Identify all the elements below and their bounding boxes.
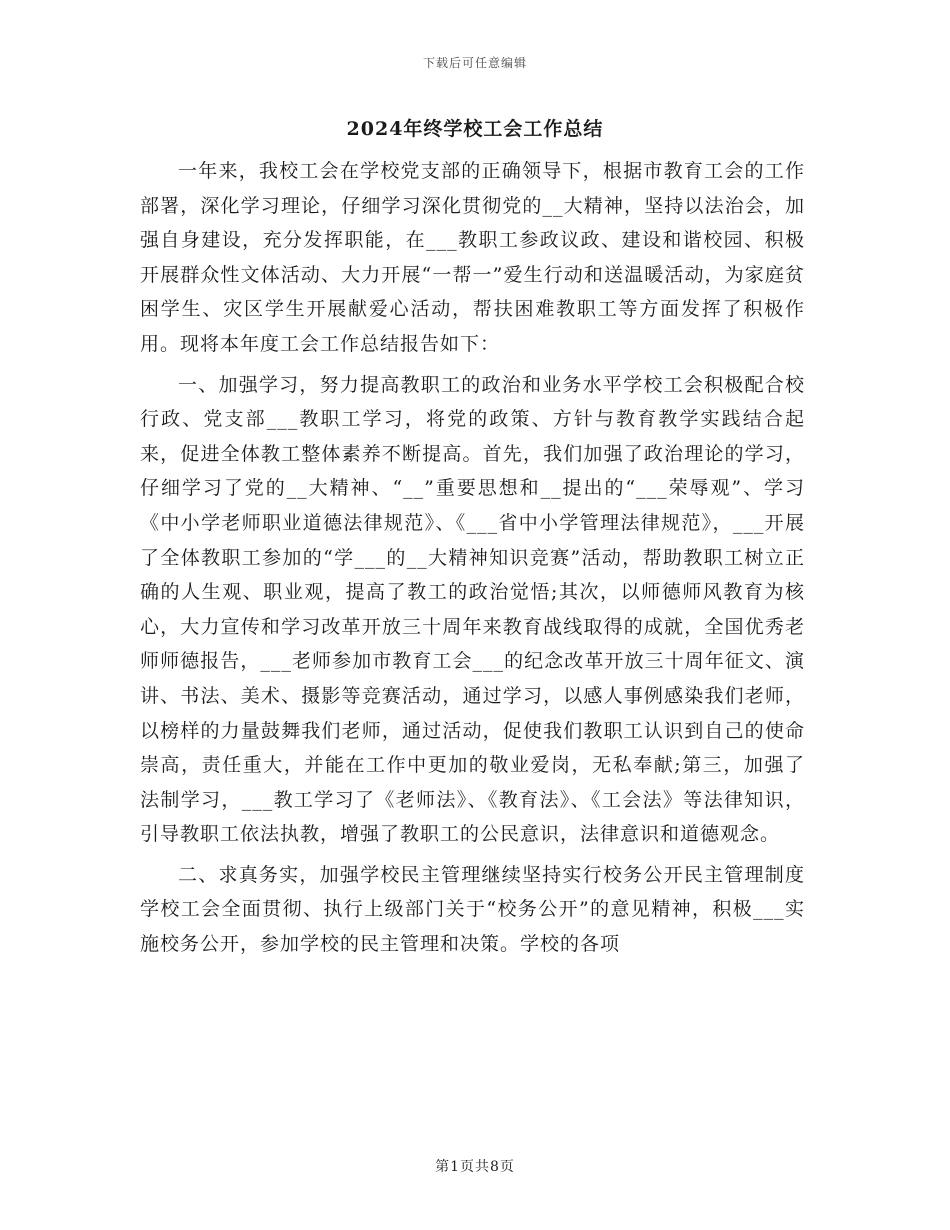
paragraph-section-two: 二、求真务实，加强学校民主管理继续坚持实行校务公开民主管理制度学校工会全面贯彻、执行上级部门关于“校务公开”的意见精神，积极___实施校务公开，参加学校的民主管理和决策。学校的各项 — [140, 863, 805, 956]
paragraph-intro: 一年来，我校工会在学校党支部的正确领导下，根据市教育工会的工作部署，深化学习理论，仔细学习深化贯彻党的__大精神，坚持以法治会，加强自身建设，充分发挥职能，在___教职工参政议政、建设和谐校园、积极开展群众性文体活动、大力开展“一帮一”爱生行动和送温暖活动，为家庭贫困学生、灾区学生开展献爱心活动，帮扶困难教职工等方面发挥了积极作用。现将本年度工会工作总结报告如下： — [140, 160, 805, 355]
download-note: 下载后可任意编辑 — [422, 56, 527, 70]
page-number: 第1页共8页 — [435, 1159, 515, 1175]
document-title: 2024年终学校工会工作总结 — [346, 118, 604, 140]
document-body — [140, 154, 805, 968]
paragraph-section-one: 一、加强学习，努力提高教职工的政治和业务水平学校工会积极配合校行政、党支部___教职工学习，将党的政策、方针与教育教学实践结合起来，促进全体教工整体素养不断提高。首先，我们加强了政治理论的学习，仔细学习了党的__大精神、“__”重要思想和__提出的“___荣辱观”、学习《中小学老师职业道德法律规范》、《___省中小学管理法律规范》，___开展了全体教职工参加的“学___的__大精神知识竞赛”活动，帮助教职工树立正确的人生观、职业观，提高了教工的政治觉悟;其次，以师德师风教育为核心，大力宣传和学习改革开放三十周年来教育战线取得的成就，全国优秀老师师德报告，___老师参加市教育工会___的纪念改革开放三十周年征文、演讲、书法、美术、摄影等竞赛活动，通过学习，以感人事例感染我们老师，以榜样的力量鼓舞我们老师，通过活动，促使我们教职工认识到自己的使命崇高，责任重大，并能在工作中更加的敬业爱岗，无私奉献;第三，加强了法制学习，___教工学习了《老师法》、《教育法》、《工会法》等法律知识，引导教职工依法执教，增强了教职工的公民意识，法律意识和道德观念。 — [140, 373, 805, 846]
